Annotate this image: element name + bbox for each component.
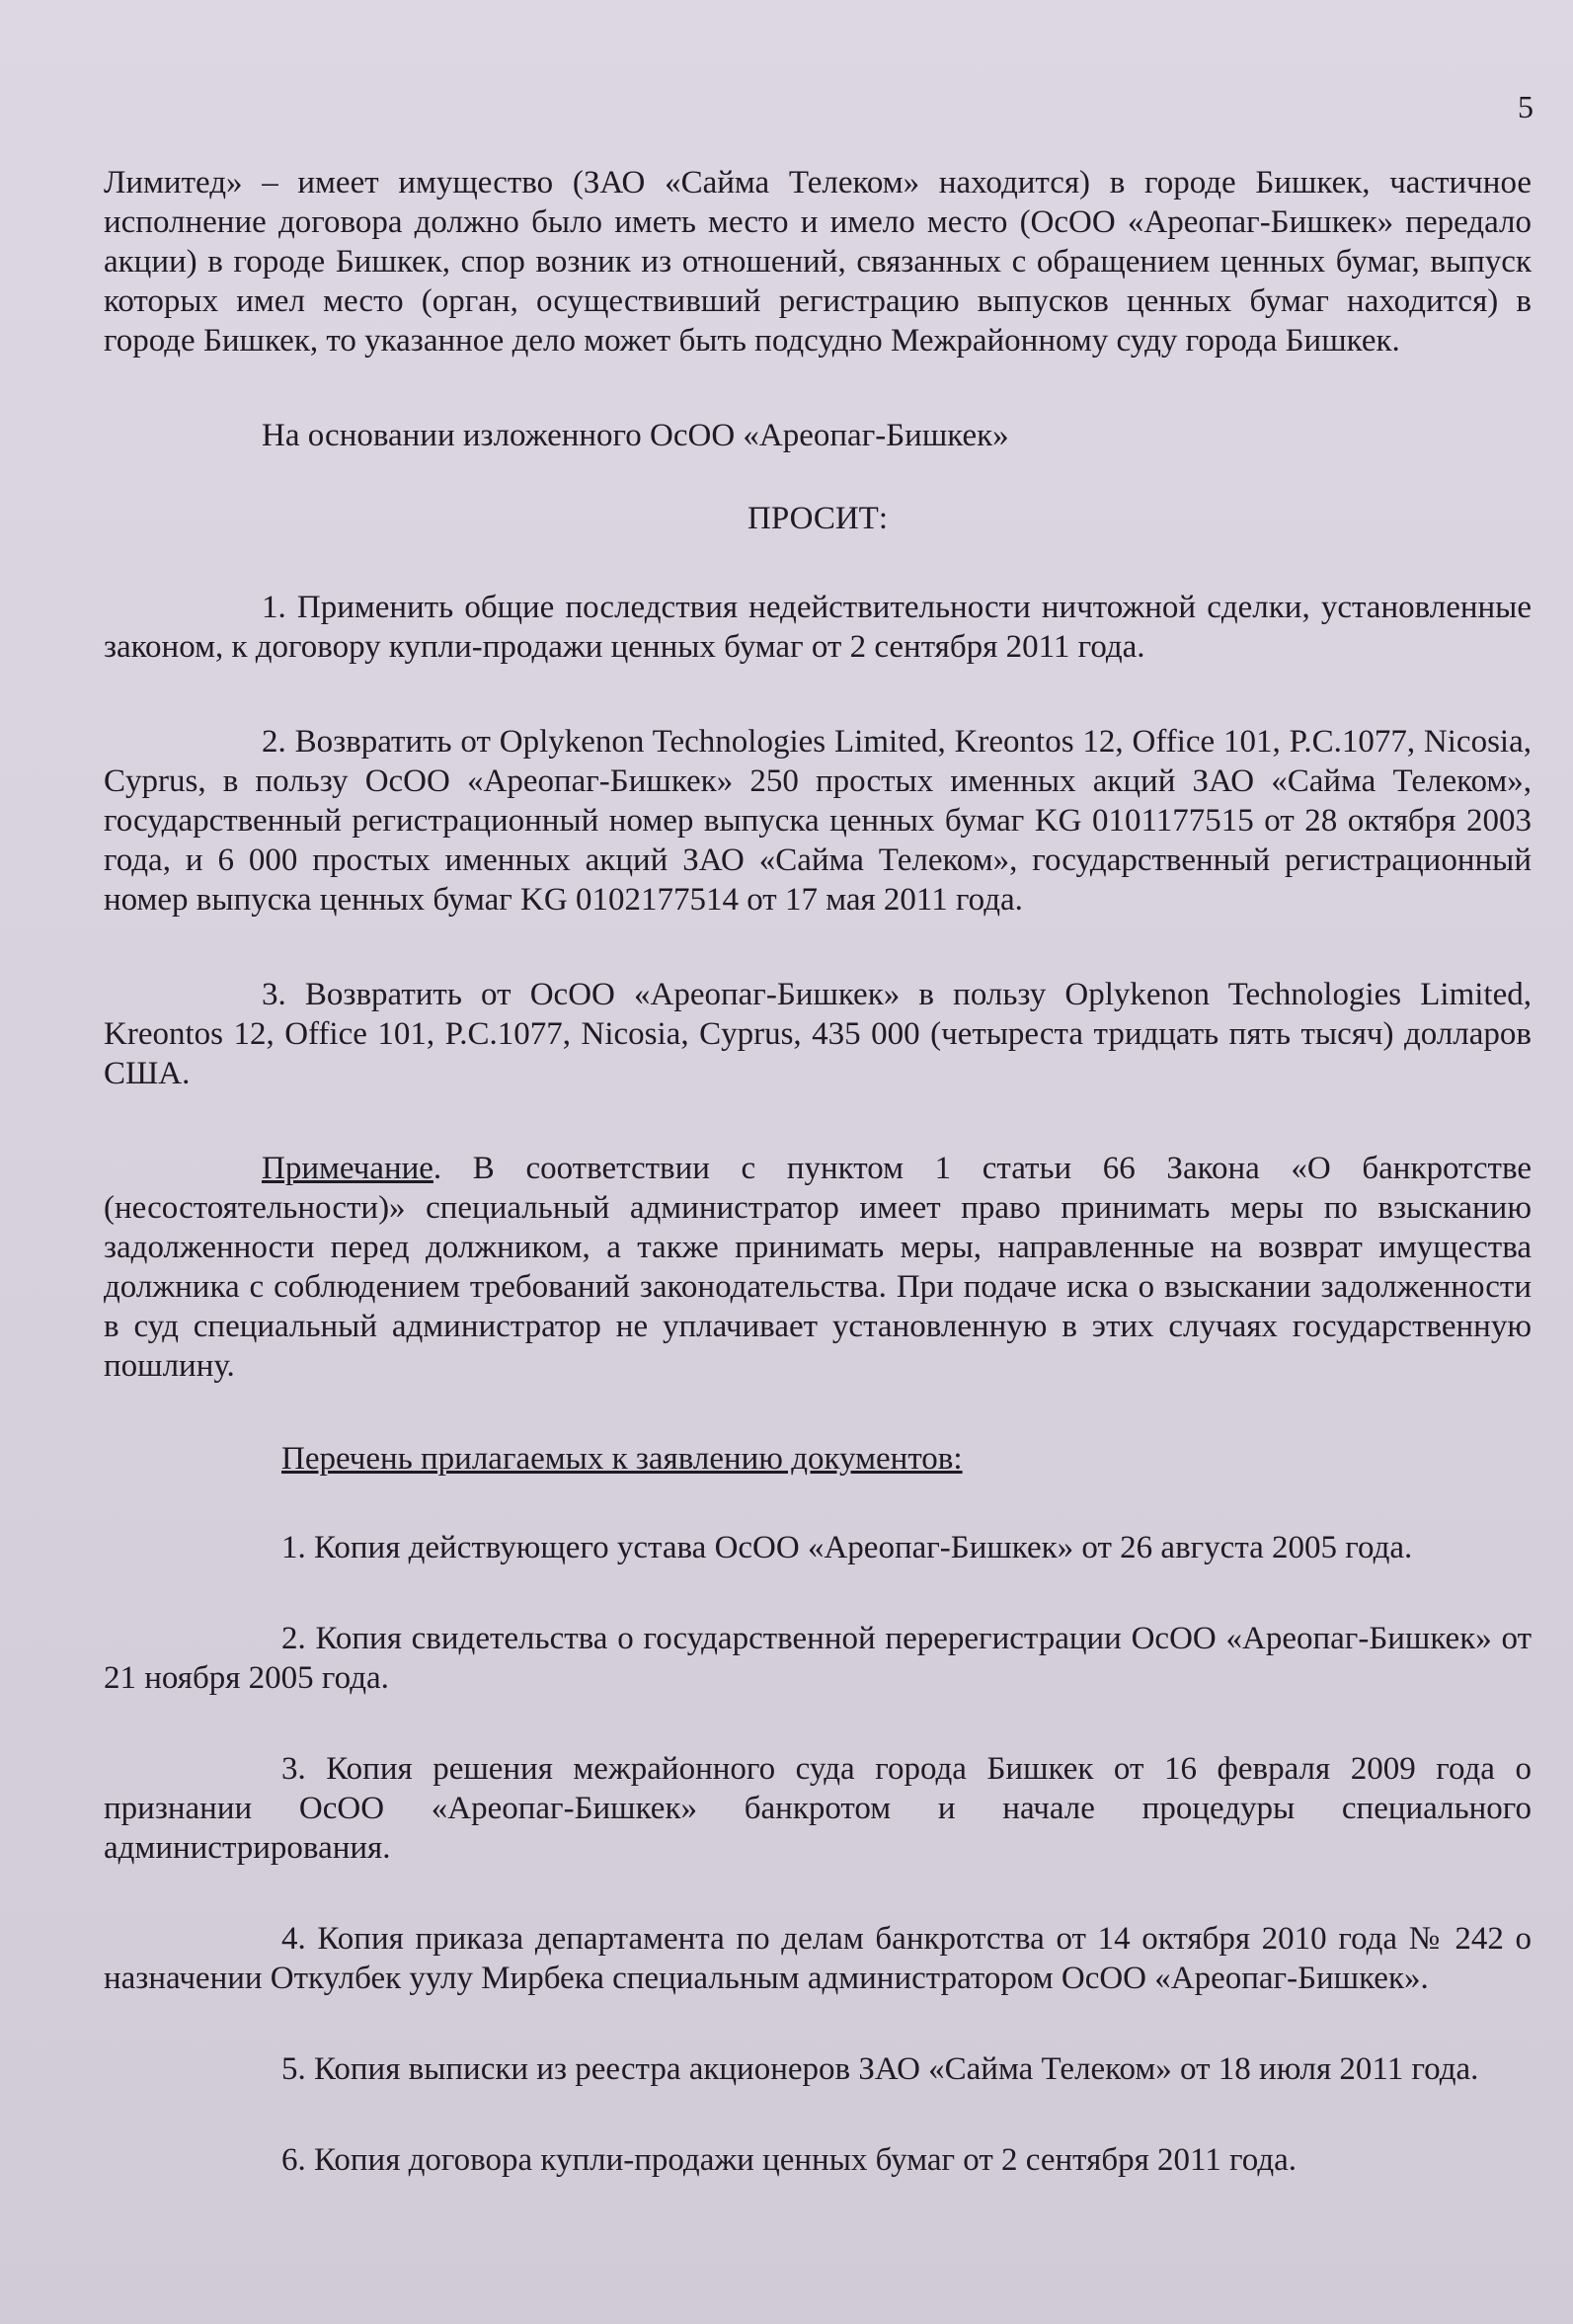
attachment-item: 4. Копия приказа департамента по делам банкротства от 14 октября 2010 года № 242 о назначении Откулбек уулу Мирбека специальным администратором ОсОО «Ареопаг-Бишкек». xyxy=(104,1921,1532,1996)
attachment-item: 3. Копия решения межрайонного суда города Бишкек от 16 февраля 2009 года о признании ОсОО «Ареопаг-Бишкек» банкротом и начале процедуры специального администрирования. xyxy=(104,1751,1532,1866)
page-number: 5 xyxy=(1518,89,1534,124)
attachment-item-container xyxy=(104,1749,1532,1868)
basis-line: На основании изложенного ОсОО «Ареопаг-Бишкек» xyxy=(262,418,1009,453)
request-item: 3. Возвратить от ОсОО «Ареопаг-Бишкек» в пользу Oplykenon Technologies Limited, Kreontos 12, Office 101, P.C.1077, Nicosia, Cyprus, 435 000 (четыреста тридцать пять тысяч) долларов США. xyxy=(104,977,1532,1091)
attachment-item: 6. Копия договора купли-продажи ценных бумаг от 2 сентября 2011 года. xyxy=(281,2142,1298,2178)
attachment-item: 5. Копия выписки из реестра акционеров ЗАО «Сайма Телеком» от 18 июля 2011 года. xyxy=(281,2051,1479,2087)
request-item: 1. Применить общие последствия недействительности ничтожной сделки, установленные законом, к договору купли-продажи ценных бумаг от 2 сентября 2011 года. xyxy=(104,590,1532,665)
request-item: 2. Возвратить от Oplykenon Technologies Limited, Kreontos 12, Office 101, P.C.1077, Nicosia, Cyprus, в пользу ОсОО «Ареопаг-Бишкек» 250 простых именных акций ЗАО «Сайма Телеком», государственный регистрационный номер выпуска ценных бумаг KG 0101177515 от 28 октября 2003 года, и 6 000 простых именных акций ЗАО «Сайма Телеком», государственный регистрационный номер выпуска ценных бумаг KG 0102177514 от 17 мая 2011 года. xyxy=(104,724,1532,918)
request-heading: ПРОСИТ: xyxy=(747,501,888,536)
opening-paragraph: Лимитед» – имеет имущество (ЗАО «Сайма Телеком» находится) в городе Бишкек, частичное исполнение договора должно было иметь место и имело место (ОсОО «Ареопаг-Бишкек» передало акции) в городе Бишкек, спор возник из отношений, связанных с обращением ценных бумаг, выпуск которых имел место (орган, осуществивший регистрацию выпусков ценных бумаг находится) в городе Бишкек, то указанное дело может быть подсудно Межрайонному суду города Бишкек. xyxy=(104,165,1532,359)
attachments-title: Перечень прилагаемых к заявлению документов: xyxy=(281,1441,963,1477)
note-paragraph xyxy=(104,1149,1532,1386)
attachment-item-container xyxy=(104,1919,1532,1998)
note-label: Примечание xyxy=(262,1151,433,1186)
attachment-item: 2. Копия свидетельства о государственной перерегистрации ОсОО «Ареопаг-Бишкек» от 21 ноября 2005 года. xyxy=(104,1621,1532,1696)
note-text: . В соответствии с пунктом 1 статьи 66 Закона «О банкротстве (несостоятельности)» специальный администратор имеет право принимать меры по взысканию задолженности перед должником, а также принимать меры, направленные на возврат имущества должника с соблюдением требований законодательства. При подаче иска о взыскании задолженности в суд специальный администратор не уплачивает установленную в этих случаях государственную пошлину. xyxy=(104,1151,1532,1384)
attachment-item-container xyxy=(104,1528,1532,1567)
attachment-item: 1. Копия действующего устава ОсОО «Ареопаг-Бишкек» от 26 августа 2005 года. xyxy=(281,1530,1413,1565)
attachment-item-container xyxy=(104,2049,1532,2089)
attachment-item-container xyxy=(104,2140,1532,2180)
attachment-item-container xyxy=(104,1619,1532,1698)
